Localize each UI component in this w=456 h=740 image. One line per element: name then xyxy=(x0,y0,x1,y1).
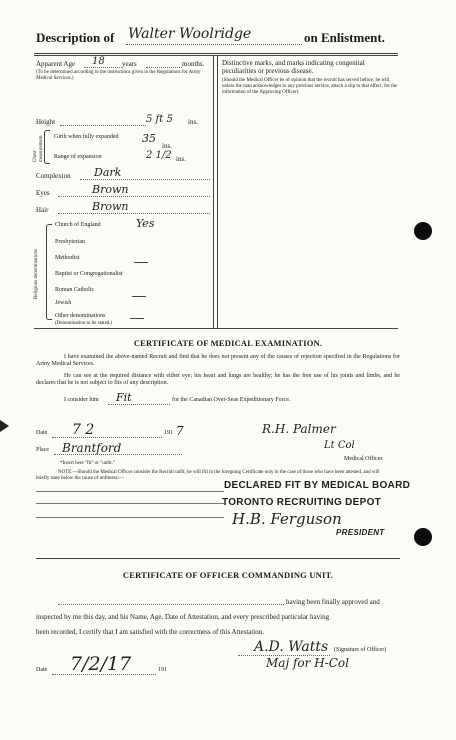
commanding-line-2: inspected by me this day, and his Name, Age, Date of Attestation, and every prescribed particular having xyxy=(36,613,330,621)
punch-hole xyxy=(414,528,432,546)
title-prefix: Description of xyxy=(36,30,115,45)
girth-label: Girth when fully expanded xyxy=(54,134,119,140)
complexion-value: Dark xyxy=(94,166,122,179)
medical-year-value: 7 xyxy=(176,424,184,438)
insert-note: *Insert here "fit" or "unfit." xyxy=(60,461,115,466)
commanding-date-label: Date xyxy=(36,667,48,673)
religion-mark: Yes xyxy=(136,217,155,230)
eyes-dots xyxy=(58,196,210,197)
religion-label: Religious denominations xyxy=(34,249,39,299)
religion-church-of-england: Church of England xyxy=(55,222,101,228)
commanding-signature: A.D. Watts xyxy=(254,639,329,655)
medical-para-1: I have examined the above-named Recruit and find that he does not present any of the causes of rejection specified in the Regulations for Army Medical Services. xyxy=(36,354,400,367)
girth-unit: ins. xyxy=(162,142,172,150)
page-edge-marker xyxy=(0,420,9,432)
commanding-date-value: 7/2/17 xyxy=(70,653,132,675)
medical-date-value: 7 2 xyxy=(72,422,95,438)
commanding-year-label: 191 xyxy=(158,667,167,673)
commanding-signature-label: (Signature of Officer) xyxy=(334,647,387,653)
place-label: Place xyxy=(36,447,49,453)
stamp-line-3: PRESIDENT xyxy=(336,528,385,537)
recruit-name: Walter Woolridge xyxy=(128,26,252,42)
stamp-line-2: TORONTO RECRUITING DEPOT xyxy=(222,497,382,508)
distinctive-marks-heading: Distinctive marks, and marks indicating congenital peculiarities or previous disease. xyxy=(222,59,365,75)
column-divider xyxy=(213,55,214,329)
fitness-dots xyxy=(108,404,170,405)
dash-mark xyxy=(134,262,148,263)
chest-brace xyxy=(44,130,50,164)
medical-officer-signature: R.H. Palmer xyxy=(262,422,336,436)
age-line xyxy=(84,67,122,68)
place-dots xyxy=(54,454,182,455)
distinctive-marks-note: (Should the Medical Officer be of opinion that the recruit has served before, he will, unless the man acknowledges to any previous service, attach a slip to that effect, for the information of the Approving Officer). xyxy=(222,78,398,95)
column-divider-inner xyxy=(217,55,218,329)
medical-officer-rank: Lt Col xyxy=(324,440,355,451)
commanding-heading: CERTIFICATE OF OFFICER COMMANDING UNIT. xyxy=(122,570,334,580)
medical-officer-label: Medical Officer. xyxy=(344,456,384,462)
title-suffix: on Enlistment. xyxy=(304,30,385,45)
complexion-dots xyxy=(80,179,210,180)
religion-presbyterian: Presbyterian xyxy=(55,239,85,245)
stamp-signature: H.B. Ferguson xyxy=(232,510,342,528)
medical-heading: CERTIFICATE OF MEDICAL EXAMINATION. xyxy=(133,338,323,348)
commanding-dots xyxy=(58,604,284,605)
other-denomination-note: (Denomination to be stated.) xyxy=(55,321,113,326)
apparent-age-label: Apparent Age xyxy=(36,60,76,68)
religion-methodist: Methodist xyxy=(55,255,80,261)
fitness-value: Fit xyxy=(116,391,132,404)
religion-baptist: Baptist or Congregationalist xyxy=(55,271,123,277)
hair-value: Brown xyxy=(92,200,129,213)
frame-bottom xyxy=(34,328,398,329)
consider-prefix: I consider him xyxy=(64,397,99,403)
date-dots xyxy=(52,437,162,438)
unfit-note: NOTE.—Should the Medical Officer consider the Recruit unfit, he will fill in the foregoing Certificate only in the case of those who have been attested, and will briefly state below the cause of unfitness:— xyxy=(36,470,380,481)
height-unit: ins. xyxy=(188,118,198,126)
commanding-signature-rank: Maj for H-Col xyxy=(266,656,349,670)
stamp-line-1: DECLARED FIT BY MEDICAL BOARD xyxy=(224,480,411,491)
girth-value: 35 xyxy=(142,132,156,145)
religion-roman-catholic: Roman Catholic xyxy=(55,287,95,293)
age-value: 18 xyxy=(92,56,105,67)
medical-year-label: 191 xyxy=(164,430,173,436)
cause-line xyxy=(36,491,224,492)
height-label: Height xyxy=(36,118,56,126)
commanding-line-3: been recorded, I certify that I am satisfied with the correctness of this Attestation. xyxy=(36,628,265,636)
name-line xyxy=(126,44,302,45)
cause-line xyxy=(36,517,224,518)
place-value: Brantford xyxy=(62,441,122,455)
dash-mark xyxy=(132,296,146,297)
consider-suffix: for the Canadian Over-Seas Expeditionary Force. xyxy=(172,397,291,403)
commanding-line-1: having been finally approved and xyxy=(286,598,380,606)
religion-jewish: Jewish xyxy=(55,300,72,306)
commanding-date-dots xyxy=(52,674,156,675)
eyes-label: Eyes xyxy=(36,189,50,197)
dash-mark xyxy=(130,318,144,319)
months-label: months. xyxy=(182,60,205,68)
height-value: 5 ft 5 xyxy=(146,114,173,125)
range-unit: ins. xyxy=(176,155,186,163)
range-label: Range of expansion xyxy=(54,154,102,160)
punch-hole xyxy=(414,222,432,240)
age-note: (To be determined according to the instructions given in the Regulations for Army Medical Services.) xyxy=(36,70,201,81)
cause-line xyxy=(36,503,224,504)
height-dots xyxy=(60,125,146,126)
eyes-value: Brown xyxy=(92,183,129,196)
years-label: years xyxy=(122,60,137,68)
complexion-label: Complexion xyxy=(36,172,71,180)
section-divider xyxy=(36,558,400,559)
months-line xyxy=(146,67,182,68)
religion-other: Other denominations xyxy=(55,313,106,319)
religion-brace xyxy=(46,224,52,320)
hair-label: Hair xyxy=(36,206,49,214)
frame-top xyxy=(34,53,398,54)
range-value: 2 1/2 xyxy=(146,150,172,161)
medical-para-2: He can see at the required distance with either eye; his heart and lungs are healthy; he has the free use of his joints and limbs, and he declares that he is not subject to fits of any description. xyxy=(36,373,400,386)
medical-date-label: Date xyxy=(36,430,48,436)
frame-top-inner xyxy=(34,55,398,56)
chest-label: Chest measurement xyxy=(33,135,44,162)
hair-dots xyxy=(58,213,210,214)
